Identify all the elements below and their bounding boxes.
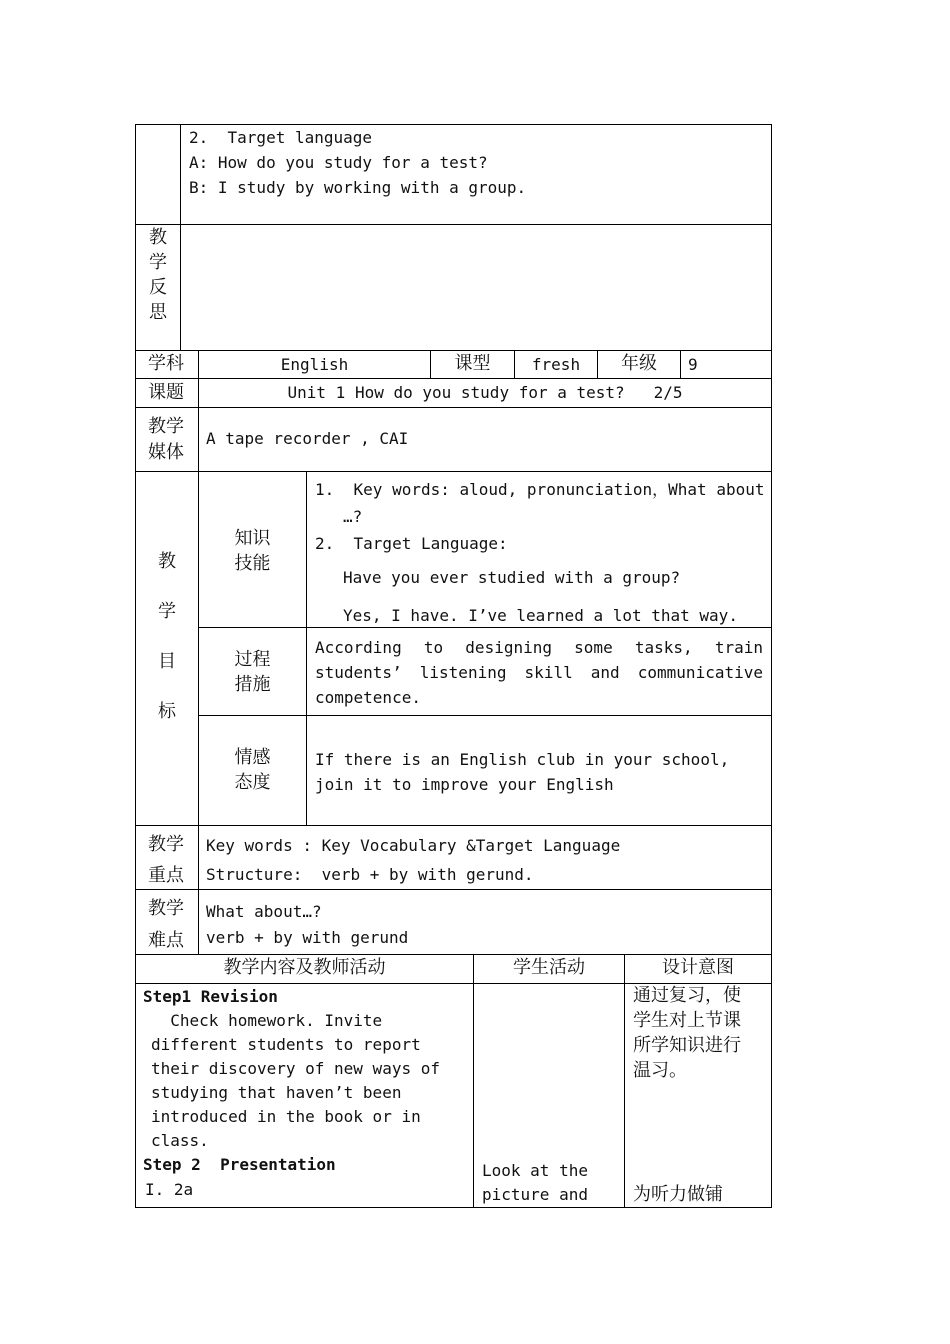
reflection-label-char: 教 (149, 227, 167, 248)
knowledge-answer: Yes, I have. I’ve learned a lot that way. (343, 606, 738, 625)
attitude-line1: If there is an English club in your school, (315, 750, 730, 769)
step2-item: I. 2a (145, 1180, 194, 1199)
rule (135, 407, 772, 408)
media-label-line2: 媒体 (148, 442, 184, 463)
key-points-line2: Structure: verb + by with gerund. (206, 865, 534, 884)
student-activity-line1: Look at the (482, 1161, 588, 1180)
rule (135, 224, 772, 225)
objectives-label-char: 教 (158, 551, 176, 572)
knowledge-label-line1: 知识 (234, 528, 271, 549)
objectives-label-char: 目 (158, 651, 176, 672)
rule (473, 954, 474, 1207)
rule (624, 954, 625, 1207)
reflection-label-char: 思 (149, 302, 167, 323)
step1-title: Step1 Revision (143, 987, 278, 1006)
rule (306, 471, 307, 825)
student-activity-line2: picture and (482, 1185, 588, 1204)
rule (771, 124, 772, 1208)
header-student-activity: 学生活动 (513, 957, 585, 978)
topic-value: Unit 1 How do you study for a test? 2/5 (287, 383, 683, 402)
step1-line: Check homework. Invite (151, 1011, 383, 1030)
knowledge-key-words: 1. Key words: aloud, pronunciation，What about (315, 480, 765, 499)
rule (135, 350, 772, 351)
grade-value: 9 (688, 355, 698, 374)
step1-line: different students to report (151, 1035, 421, 1054)
step1-line: studying that haven’t been (151, 1083, 402, 1102)
step1-line: their discovery of new ways of (151, 1059, 440, 1078)
step1-line: introduced in the book or in (151, 1107, 421, 1126)
media-value: A tape recorder , CAI (206, 429, 409, 448)
purpose-line-listening: 为听力做铺 (633, 1184, 723, 1205)
rule (198, 627, 772, 628)
difficult-points-line1: What about…? (206, 902, 322, 921)
attitude-label-line2: 态度 (234, 772, 271, 793)
rule (135, 124, 772, 125)
difficult-points-line2: verb + by with gerund (206, 928, 409, 947)
header-design-purpose: 设计意图 (662, 957, 734, 978)
topic-label: 课题 (148, 382, 184, 403)
difficult-points-label-line2: 难点 (148, 930, 184, 951)
grade-label: 年级 (621, 353, 657, 374)
process-label-line1: 过程 (234, 649, 271, 670)
media-label-line1: 教学 (148, 416, 184, 437)
reflection-label-char: 反 (149, 277, 167, 298)
key-points-line1: Key words : Key Vocabulary &Target Language (206, 836, 621, 855)
knowledge-question: Have you ever studied with a group? (343, 568, 681, 587)
target-language-answer: B: I study by working with a group. (189, 178, 527, 197)
knowledge-key-words-cont: …? (343, 507, 363, 526)
process-line2: students’ listening skill and communicative (315, 663, 763, 682)
subject-label: 学科 (148, 353, 184, 374)
purpose-line: 温习。 (633, 1060, 687, 1081)
objectives-label-char: 标 (158, 701, 176, 722)
process-line1: According to designing some tasks, train (315, 638, 763, 657)
purpose-line: 所学知识进行 (633, 1035, 741, 1056)
knowledge-label-line2: 技能 (234, 553, 271, 574)
knowledge-target-language: 2. Target Language: (315, 534, 508, 553)
reflection-label-char: 学 (149, 252, 167, 273)
purpose-line: 通过复习，使 (633, 985, 741, 1006)
header-teacher-activity: 教学内容及教师活动 (223, 957, 386, 978)
key-points-label-line2: 重点 (148, 865, 184, 886)
subject-value: English (280, 355, 349, 374)
rule (135, 124, 136, 1208)
rule (135, 954, 772, 955)
lesson-type-value: fresh (531, 355, 581, 374)
lesson-type-label: 课型 (454, 353, 491, 374)
rule (135, 983, 772, 984)
rule (135, 378, 772, 379)
rule (135, 1207, 772, 1208)
key-points-label-line1: 教学 (148, 834, 184, 855)
target-language-heading: 2. Target language (189, 128, 373, 147)
rule (680, 350, 681, 378)
rule (135, 889, 772, 890)
target-language-question: A: How do you study for a test? (189, 153, 488, 172)
objectives-label-char: 学 (158, 601, 176, 622)
process-label-line2: 措施 (234, 674, 271, 695)
attitude-label-line1: 情感 (234, 747, 271, 768)
difficult-points-label-line1: 教学 (148, 898, 184, 919)
rule (135, 825, 772, 826)
rule (135, 471, 772, 472)
step1-line: class. (151, 1131, 209, 1150)
step2-title: Step 2 Presentation (143, 1155, 336, 1174)
rule (198, 715, 772, 716)
rule (180, 124, 181, 350)
process-line3: competence. (315, 688, 421, 707)
attitude-line2: join it to improve your English (315, 775, 614, 794)
purpose-line: 学生对上节课 (633, 1010, 741, 1031)
